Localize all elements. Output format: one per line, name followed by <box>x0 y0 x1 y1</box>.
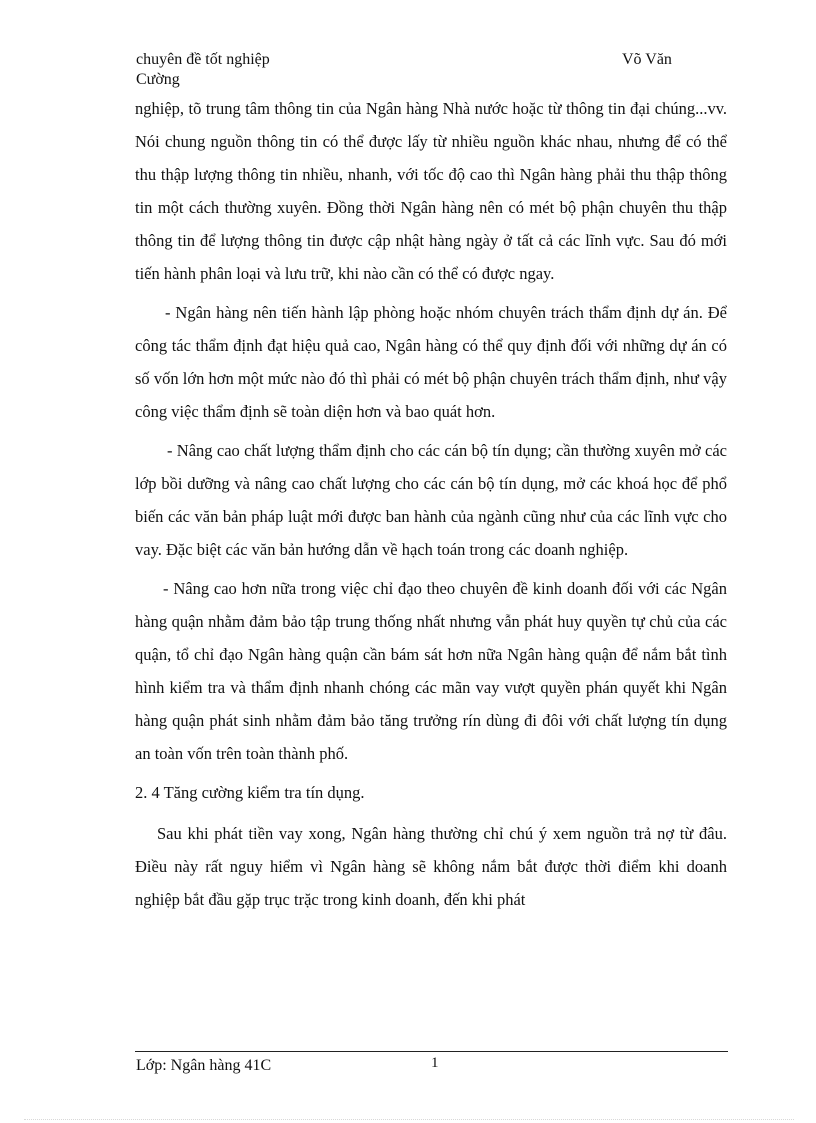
footer-class-label: Lớp: Ngân hàng 41C <box>136 1057 272 1074</box>
page-number: 1 <box>431 1055 439 1071</box>
paragraph-3: - Nâng cao chất lượng thẩm định cho các cán bộ tín dụng; cần thường xuyên mở các lớp bồi dưỡng và nâng cao chất lượng cho các cán bộ tín dụng, mở các khoá học để phổ biến các văn bản pháp luật mới được ban hành của ngành cũng như của các lĩnh vực cho vay. Đặc biệt các văn bản hướng dẫn về hạch toán trong các doanh nghiệp. <box>135 441 727 559</box>
page-bottom-edge <box>24 1119 794 1120</box>
body-text <box>135 92 727 916</box>
paragraph-2: - Ngân hàng nên tiến hành lập phòng hoặc nhóm chuyên trách thẩm định dự án. Để công tác thẩm định đạt hiệu quả cao, Ngân hàng có thể quy định đối với những dự án có số vốn lớn hơn một mức nào đó thì phải có mét bộ phận chuyên trách thẩm định, như vậy công việc thẩm định sẽ toàn diện hơn và bao quát hơn. <box>135 303 727 421</box>
header-right: Võ Văn <box>622 51 672 68</box>
paragraph-4: - Nâng cao hơn nữa trong việc chỉ đạo theo chuyên đề kinh doanh đối với các Ngân hàng quận nhằm đảm bảo tập trung thống nhất nhưng vẫn phát huy quyền tự chủ của các quận, tổ chỉ đạo Ngân hàng quận cần bám sát hơn nữa Ngân hàng quận để nắm bắt tình hình kiểm tra và thẩm định nhanh chóng các mãn vay vượt quyền phán quyết khi Ngân hàng quận phát sinh nhằm đảm bảo tăng trưởng rín dùng đi đôi với chất lượng tín dụng an toàn vốn trên toàn thành phố. <box>135 579 727 763</box>
paragraph-5: Sau khi phát tiền vay xong, Ngân hàng thường chỉ chú ý xem nguồn trả nợ từ đâu. Điều này rất nguy hiểm vì Ngân hàng sẽ không nắm bắt được thời điểm khi doanh nghiệp bắt đầu gặp trục trặc trong kinh doanh, đến khi phát <box>135 824 727 909</box>
header-left: chuyên đề tốt nghiệp Cường <box>136 51 270 88</box>
section-heading: 2. 4 Tăng cường kiểm tra tín dụng. <box>135 783 365 802</box>
footer-divider <box>135 1051 728 1052</box>
paragraph-1: nghiệp, tõ trung tâm thông tin của Ngân hàng Nhà nước hoặc từ thông tin đại chúng...vv. Nói chung nguồn thông tin có thể được lấy từ nhiều nguồn khác nhau, nhưng để có thể thu thập lượng thông tin nhiều, nhanh, với tốc độ cao thì Ngân hàng phải thu thập thông tin một cách thường xuyên. Đồng thời Ngân hàng nên có mét bộ phận chuyên thu thập thông tin để lượng thông tin được cập nhật hàng ngày ở tất cả các lĩnh vực. Sau đó mới tiến hành phân loại và lưu trữ, khi nào cần có thể có được ngay. <box>135 99 727 283</box>
